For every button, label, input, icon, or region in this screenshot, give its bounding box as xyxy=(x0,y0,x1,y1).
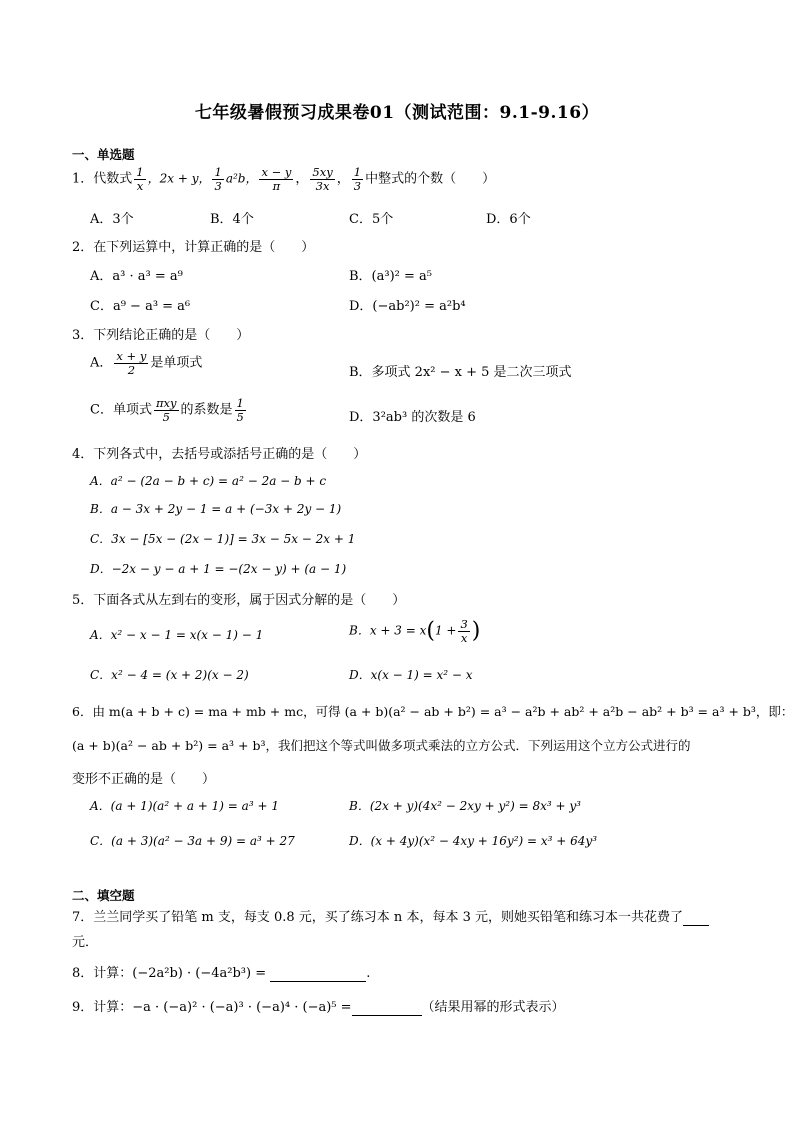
question-5-option-b[interactable]: B．x + 3 = x(1 + $\frac{3}{x}$ ) xyxy=(349,617,481,645)
question-8: 8．计算：(−2a²b) · (−4a²b³) = . xyxy=(72,966,371,981)
answer-blank-7[interactable] xyxy=(683,910,709,926)
question-6-line-2: (a + b)(a² − ab + b²) = a³ + b³，我们把这个等式叫做多项式乘法的立方公式．下列运用这个立方公式进行的 xyxy=(72,738,691,753)
question-3-stem: 3．下列结论正确的是（ ） xyxy=(72,328,250,343)
question-4-option-c[interactable]: C．3x − [5x − (2x − 1)] = 3x − 5x − 2x + 1 xyxy=(90,532,356,546)
question-5-option-a[interactable]: A．x² − x − 1 = x(x − 1) − 1 xyxy=(90,628,264,642)
fraction: $\frac{5xy}{3x}$ xyxy=(312,165,333,193)
question-2-option-d[interactable]: D．(−ab²)² = a²b⁴ xyxy=(349,299,466,314)
question-3-option-b[interactable]: B．多项式 2x² − x + 5 是二次三项式 xyxy=(349,365,572,380)
question-1-option-d[interactable]: D．6个 xyxy=(486,212,531,227)
question-4-option-b[interactable]: B．a − 3x + 2y − 1 = a + (−3x + 2y − 1) xyxy=(90,502,342,516)
question-5-option-d[interactable]: D．x(x − 1) = x² − x xyxy=(349,668,473,682)
question-1-option-b[interactable]: B．4个 xyxy=(210,212,254,227)
answer-blank-8[interactable] xyxy=(270,966,366,982)
question-2-stem: 2．在下列运算中，计算正确的是（ ） xyxy=(72,240,315,255)
section-heading-fill-in: 二、填空题 xyxy=(72,888,135,903)
question-6-option-d[interactable]: D．(x + 4y)(x² − 4xy + 16y²) = x³ + 64y³ xyxy=(349,834,598,848)
page-title: 七年级暑假预习成果卷01（测试范围：9.1-9.16） xyxy=(194,103,600,123)
question-3-option-a[interactable]: A． $\frac{x + y}{2}$ 是单项式 xyxy=(90,349,203,377)
fraction: $\frac{1}{x}$ xyxy=(136,165,144,193)
question-7-line-1: 7．兰兰同学买了铅笔 m 支，每支 0.8 元，买了练习本 n 本，每本 3 元，则她买铅笔和练习本一共花费了 xyxy=(72,906,709,926)
question-1-stem: 1．代数式 $\frac{1}{x}$ ，2x + y， $\frac{1}{3}$ a²b， $\frac{x - y}{\pi}$ ， $\frac{5xy}{3x}$ ， $\frac{1}{3}$ 中整式的个数（ ） xyxy=(72,165,496,193)
question-1-prefix: 1．代数式 xyxy=(72,171,133,187)
question-3-option-d[interactable]: D．3²ab³ 的次数是 6 xyxy=(349,410,476,425)
question-7-line-2: 元． xyxy=(72,935,99,950)
fraction: $\frac{3}{x}$ xyxy=(460,617,468,645)
question-6-line-3: 变形不正确的是（ ） xyxy=(72,772,216,787)
fraction: $\frac{x - y}{\pi}$ xyxy=(261,165,292,193)
question-6-option-c[interactable]: C．(a + 3)(a² − 3a + 9) = a³ + 27 xyxy=(90,834,295,848)
left-paren: ( xyxy=(426,618,435,644)
question-6-option-b[interactable]: B．(2x + y)(4x² − 2xy + y²) = 8x³ + y³ xyxy=(349,799,581,813)
fraction: $\frac{1}{5}$ xyxy=(236,396,244,424)
section-heading-single-choice: 一、单选题 xyxy=(72,147,135,162)
question-5-stem: 5．下面各式从左到右的变形，属于因式分解的是（ ） xyxy=(72,593,406,608)
question-2-option-b[interactable]: B．(a³)² = a⁵ xyxy=(349,269,432,284)
fraction: $\frac{\text{πxy}}{5}$ xyxy=(155,396,177,424)
question-1-option-c[interactable]: C．5个 xyxy=(349,212,394,227)
question-3-option-c[interactable]: C．单项式 $\frac{\text{πxy}}{5}$ 的系数是 $\frac{1}{5}$ xyxy=(90,396,244,424)
question-2-option-c[interactable]: C．a⁹ − a³ = a⁶ xyxy=(90,299,191,314)
question-6-option-a[interactable]: A．(a + 1)(a² + a + 1) = a³ + 1 xyxy=(90,799,279,813)
question-2-option-a[interactable]: A．a³ · a³ = a⁹ xyxy=(90,269,183,284)
question-4-option-a[interactable]: A．a² − (2a − b + c) = a² − 2a − b + c xyxy=(90,474,327,488)
right-paren: ) xyxy=(471,618,481,644)
question-6-line-1: 6．由 m(a + b + c) = ma + mb + mc，可得 (a + b)(a² − ab + b²) = a³ − a²b + ab² + a²b − ab² + b³ = a³ + b³，即： xyxy=(72,704,794,719)
fraction: $\frac{1}{3}$ xyxy=(353,165,362,193)
question-4-option-d[interactable]: D．−2x − y − a + 1 = −(2x − y) + (a − 1) xyxy=(90,562,347,576)
question-9: 9．计算：−a · (−a)² · (−a)³ · (−a)⁴ · (−a)⁵ = （结果用幂的形式表示） xyxy=(72,1000,565,1015)
question-1-option-a[interactable]: A．3个 xyxy=(90,212,134,227)
fraction: $\frac{x + y}{2}$ xyxy=(116,349,147,377)
question-4-stem: 4．下列各式中，去括号或添括号正确的是（ ） xyxy=(72,447,367,462)
answer-blank-9[interactable] xyxy=(352,1000,422,1016)
fraction: $\frac{1}{3}$ xyxy=(214,165,222,193)
question-5-option-c[interactable]: C．x² − 4 = (x + 2)(x − 2) xyxy=(90,668,249,682)
